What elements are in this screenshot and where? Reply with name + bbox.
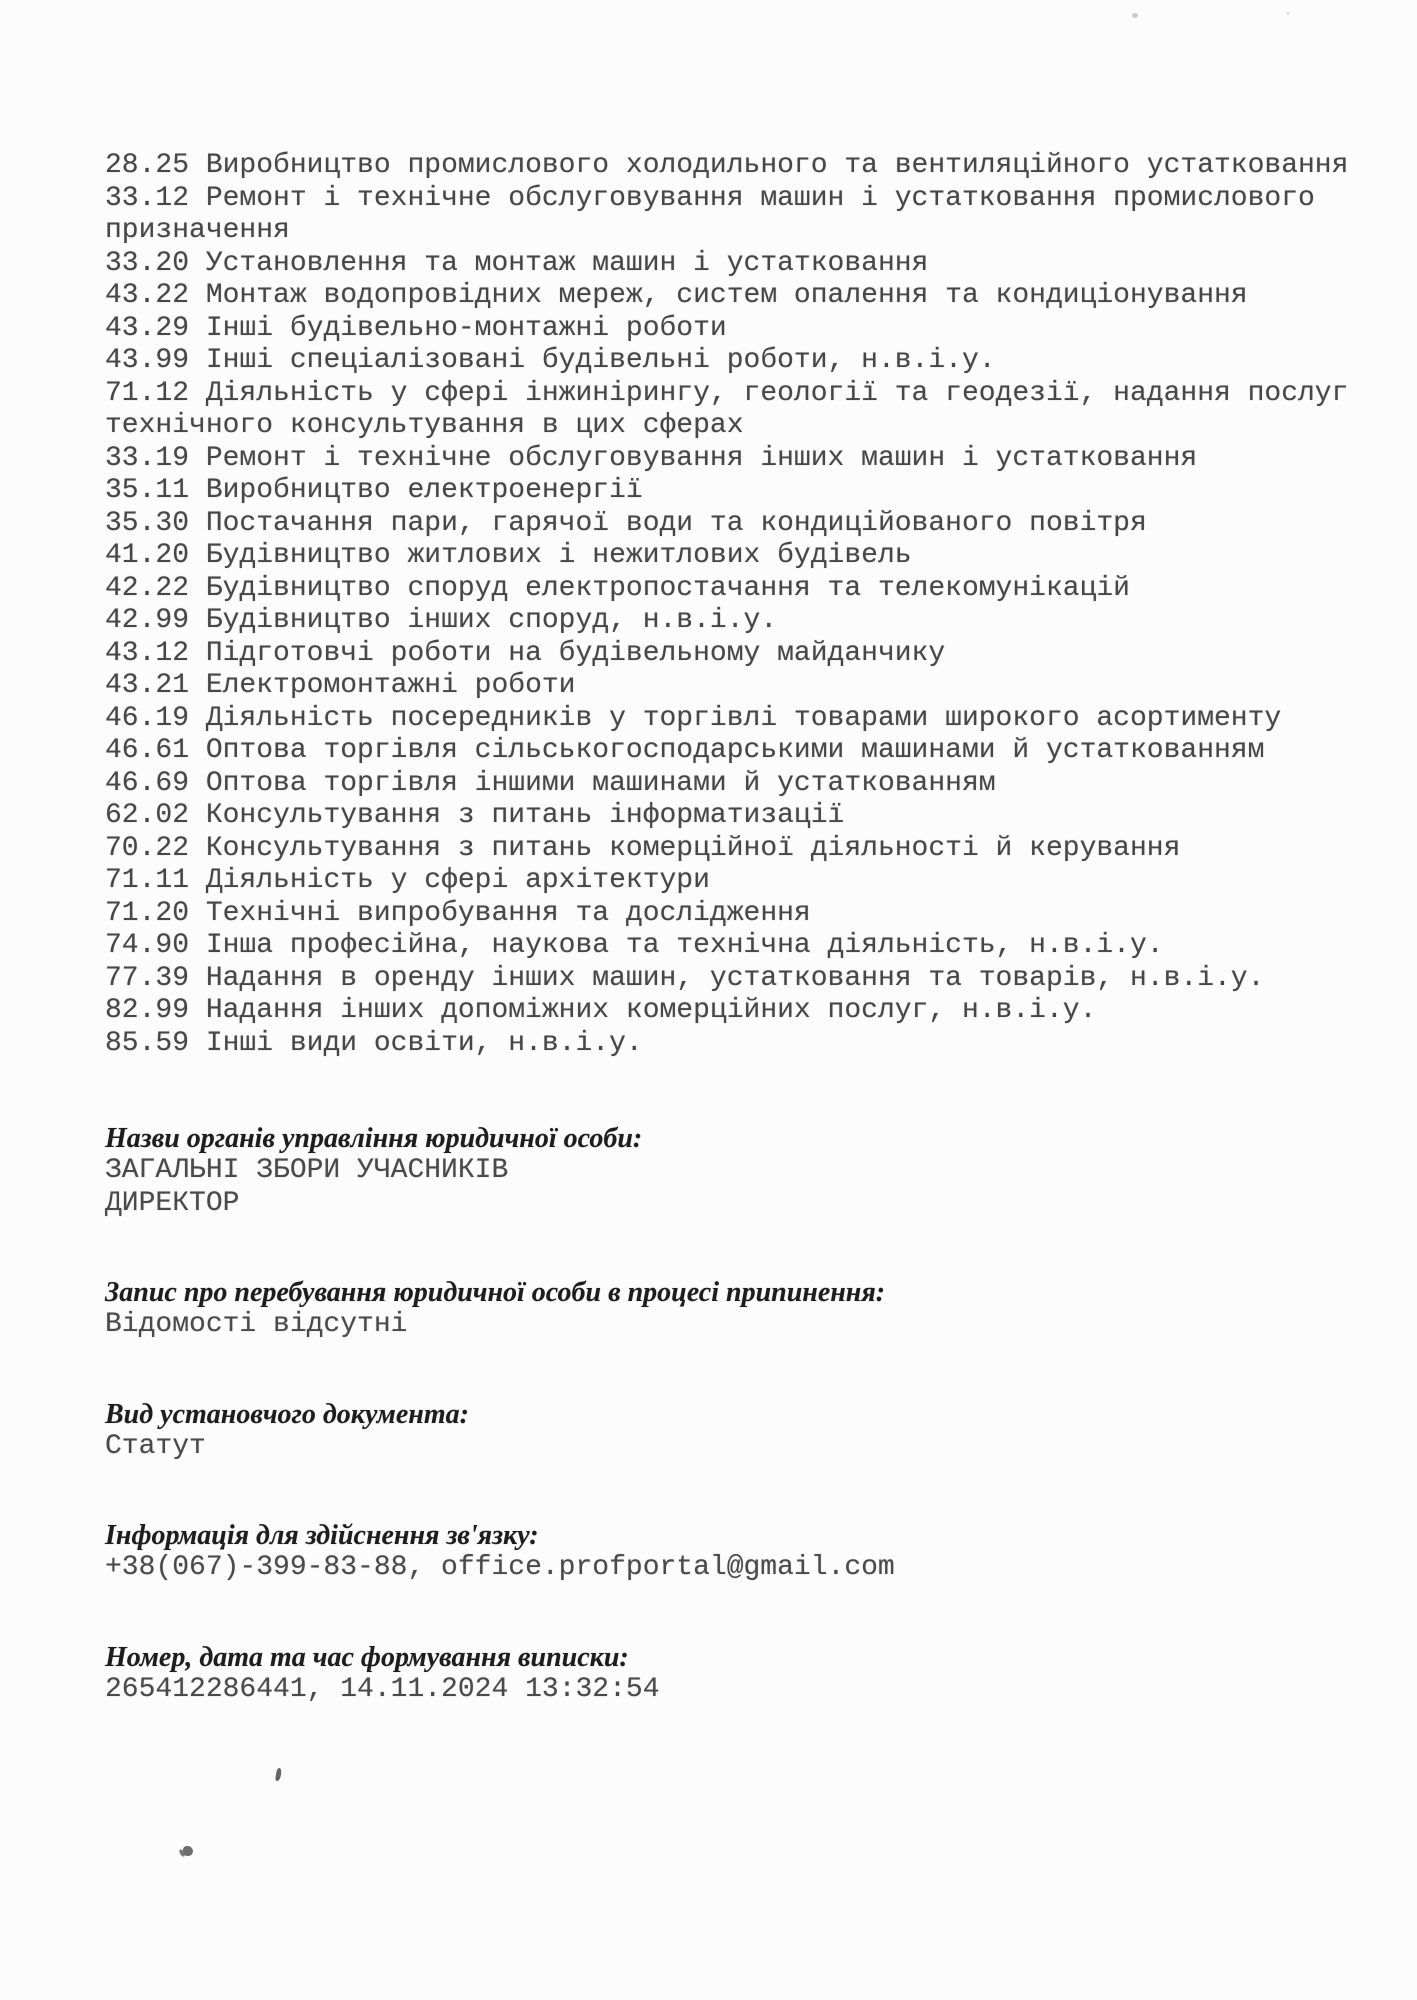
kved-activity-item	[105, 475, 1405, 508]
kved-code: 82.99	[105, 995, 190, 1026]
kved-activity-name: Монтаж водопровідних мереж, систем опалення та кондиціонування	[205, 280, 1248, 311]
kved-code: 42.99	[105, 605, 190, 636]
kved-code: 43.22	[105, 280, 190, 311]
kved-code: 43.12	[105, 637, 190, 669]
section-value: +38(067)-399-83-88, office.profportal@gmail.com	[105, 1552, 895, 1583]
kved-activity-name: Будівництво житлових і нежитлових будівель	[205, 540, 912, 571]
kved-activity-item	[105, 443, 1405, 476]
section-values	[105, 1155, 1405, 1220]
kved-activity-item	[105, 248, 1405, 281]
kved-code: 74.90	[105, 930, 190, 961]
kved-code: 43.99	[105, 345, 190, 376]
kved-activity-item	[105, 768, 1405, 801]
kved-activity-name: Виробництво електроенергії	[205, 475, 643, 506]
section-label: Запис про перебування юридичної особи в процесі припинення:	[105, 1277, 886, 1308]
kved-activity-name: Надання в оренду інших машин, устатковання та товарів, н.в.і.у.	[205, 962, 1265, 994]
section-values	[105, 1431, 1405, 1464]
kved-activity-item	[105, 865, 1405, 898]
kved-activity-item	[105, 183, 1405, 248]
kved-activity-name: Інші будівельно-монтажні роботи	[205, 312, 727, 344]
kved-activity-name: Діяльність у сфері інжинірингу, геології та геодезії, надання послуг технічного консультування в цих сферах	[105, 377, 1349, 441]
kved-activity-item	[105, 540, 1405, 573]
detail-section	[105, 1641, 1405, 1707]
kved-activity-list	[105, 150, 1405, 1060]
section-value: Відомості відсутні	[105, 1309, 408, 1340]
kved-activity-item	[105, 605, 1405, 638]
section-label: Вид установчого документа:	[105, 1398, 469, 1430]
kved-activity-name: Установлення та монтаж машин і устатковання	[205, 247, 929, 279]
kved-activity-name: Діяльність у сфері архітектури	[205, 865, 710, 896]
kved-activity-item	[105, 833, 1405, 866]
kved-code: 46.61	[105, 735, 190, 766]
scan-mark-icon	[183, 1846, 193, 1856]
kved-code: 33.19	[105, 442, 190, 474]
kved-activity-name: Консультування з питань комерційної діяльності й керування	[205, 832, 1181, 864]
kved-code: 42.22	[105, 572, 190, 604]
kved-activity-item	[105, 280, 1405, 313]
section-value: ЗАГАЛЬНІ ЗБОРИ УЧАСНИКІВ	[105, 1155, 509, 1186]
document-page	[105, 150, 1405, 1706]
kved-activity-item	[105, 378, 1405, 443]
detail-section	[105, 1398, 1405, 1464]
kved-code: 35.30	[105, 507, 190, 539]
kved-activity-name: Інші види освіти, н.в.і.у.	[205, 1027, 643, 1059]
kved-activity-item	[105, 150, 1405, 183]
section-value: ДИРЕКТОР	[105, 1187, 240, 1219]
kved-activity-name: Підготовчі роботи на будівельному майданчику	[205, 637, 946, 669]
kved-activity-item	[105, 703, 1405, 736]
kved-code: 70.22	[105, 832, 190, 864]
kved-activity-name: Будівництво споруд електропостачання та телекомунікацій	[205, 572, 1130, 604]
scan-mark-icon	[275, 1768, 282, 1782]
kved-activity-name: Будівництво інших споруд, н.в.і.у.	[205, 605, 778, 636]
kved-activity-name: Ремонт і технічне обслуговування інших машин і устатковання	[205, 442, 1198, 474]
section-value: Статут	[105, 1430, 206, 1462]
kved-activity-item	[105, 573, 1405, 606]
kved-activity-item	[105, 313, 1405, 346]
kved-activity-item	[105, 508, 1405, 541]
kved-code: 77.39	[105, 962, 190, 994]
kved-code: 71.11	[105, 865, 190, 896]
detail-sections	[105, 1122, 1405, 1706]
kved-code: 33.12	[105, 182, 190, 214]
detail-section	[105, 1122, 1405, 1220]
section-label: Назви органів управління юридичної особи:	[105, 1123, 643, 1154]
kved-code: 35.11	[105, 475, 190, 506]
kved-activity-name: Оптова торгівля іншими машинами й устаткованням	[205, 767, 996, 799]
detail-section	[105, 1276, 1405, 1342]
kved-code: 33.20	[105, 247, 190, 279]
kved-code: 28.25	[105, 150, 190, 181]
kved-code: 71.12	[105, 377, 190, 409]
kved-activity-item	[105, 963, 1405, 996]
section-label: Інформація для здійснення зв'язку:	[105, 1520, 539, 1551]
section-values	[105, 1552, 1405, 1585]
kved-activity-item	[105, 638, 1405, 671]
section-values	[105, 1674, 1405, 1707]
scan-speck-icon	[1132, 13, 1138, 18]
kved-activity-name: Надання інших допоміжних комерційних послуг, н.в.і.у.	[205, 995, 1097, 1026]
kved-activity-item	[105, 930, 1405, 963]
kved-activity-name: Інші спеціалізовані будівельні роботи, н.в.і.у.	[205, 345, 996, 376]
kved-activity-item	[105, 1028, 1405, 1061]
section-values	[105, 1309, 1405, 1342]
kved-activity-name: Ремонт і технічне обслуговування машин і устатковання промислового призначення	[105, 182, 1315, 246]
kved-activity-name: Електромонтажні роботи	[205, 670, 576, 701]
kved-activity-item	[105, 345, 1405, 378]
kved-activity-item	[105, 995, 1405, 1028]
detail-section	[105, 1519, 1405, 1585]
kved-activity-item	[105, 735, 1405, 768]
section-value: 265412286441, 14.11.2024 13:32:54	[105, 1673, 660, 1705]
section-label: Номер, дата та час формування виписки:	[105, 1641, 629, 1673]
kved-code: 46.69	[105, 767, 190, 799]
kved-activity-name: Оптова торгівля сільськогосподарськими машинами й устаткованням	[205, 735, 1265, 766]
kved-activity-name: Консультування з питань інформатизації	[205, 800, 845, 831]
kved-activity-item	[105, 670, 1405, 703]
kved-code: 41.20	[105, 540, 190, 571]
kved-code: 46.19	[105, 702, 190, 734]
kved-activity-name: Інша професійна, наукова та технічна діяльність, н.в.і.у.	[205, 930, 1164, 961]
kved-activity-item	[105, 800, 1405, 833]
kved-activity-name: Діяльність посередників у торгівлі товарами широкого асортименту	[205, 702, 1282, 734]
kved-activity-name: Постачання пари, гарячої води та кондиційованого повітря	[205, 507, 1147, 539]
kved-activity-name: Виробництво промислового холодильного та вентиляційного устатковання	[205, 150, 1349, 181]
kved-code: 43.21	[105, 670, 190, 701]
kved-activity-item	[105, 898, 1405, 931]
scan-speck-icon	[1286, 12, 1290, 15]
kved-code: 85.59	[105, 1027, 190, 1059]
kved-code: 71.20	[105, 897, 190, 929]
kved-code: 62.02	[105, 800, 190, 831]
kved-activity-name: Технічні випробування та дослідження	[205, 897, 811, 929]
kved-code: 43.29	[105, 312, 190, 344]
